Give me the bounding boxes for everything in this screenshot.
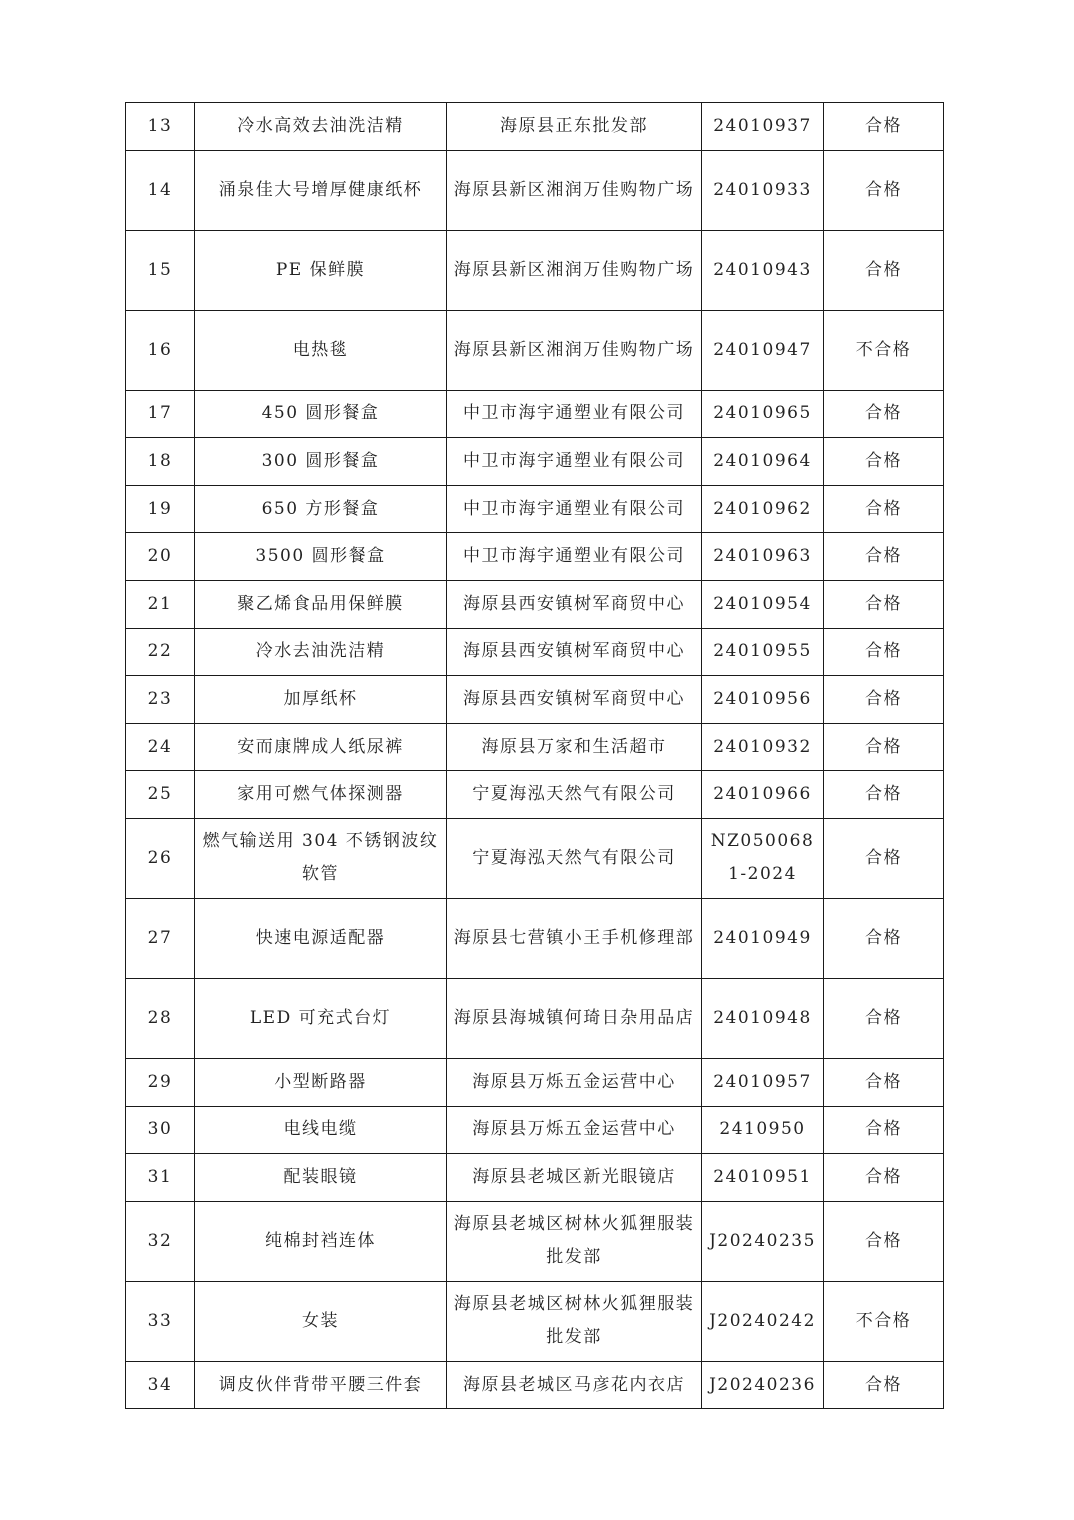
- sampled-unit-cell: 海原县新区湘润万佳购物广场: [447, 230, 702, 310]
- table-row: [126, 390, 944, 438]
- row-number-cell: 19: [126, 485, 195, 533]
- result-cell: 合格: [824, 898, 944, 978]
- row-number-cell: 25: [126, 771, 195, 819]
- sample-code-cell: 24010963: [702, 533, 824, 581]
- product-name-cell: 快速电源适配器: [195, 898, 447, 978]
- row-number-cell: 34: [126, 1361, 195, 1409]
- result-cell: 合格: [824, 580, 944, 628]
- row-number-cell: 33: [126, 1281, 195, 1361]
- product-name-cell: 300 圆形餐盒: [195, 438, 447, 486]
- row-number-cell: 15: [126, 230, 195, 310]
- row-number-cell: 24: [126, 723, 195, 771]
- sampled-unit-cell: 中卫市海宇通塑业有限公司: [447, 533, 702, 581]
- product-name-cell: 电热毯: [195, 310, 447, 390]
- sampled-unit-cell: 海原县万家和生活超市: [447, 723, 702, 771]
- sampled-unit-cell: 海原县万烁五金运营中心: [447, 1058, 702, 1106]
- product-name-cell: 安而康牌成人纸尿裤: [195, 723, 447, 771]
- sampled-unit-cell: 海原县七营镇小王手机修理部: [447, 898, 702, 978]
- sample-code-cell: 24010951: [702, 1154, 824, 1202]
- inspection-results-table: [125, 102, 944, 1409]
- sample-code-cell: 24010937: [702, 103, 824, 151]
- product-name-cell: 纯棉封裆连体: [195, 1201, 447, 1281]
- sampled-unit-cell: 海原县老城区树林火狐狸服装批发部: [447, 1201, 702, 1281]
- sample-code-cell: 24010962: [702, 485, 824, 533]
- sampled-unit-cell: 海原县老城区树林火狐狸服装批发部: [447, 1281, 702, 1361]
- result-cell: 合格: [824, 676, 944, 724]
- table-row: [126, 230, 944, 310]
- sampled-unit-cell: 中卫市海宇通塑业有限公司: [447, 390, 702, 438]
- row-number-cell: 13: [126, 103, 195, 151]
- result-cell: 合格: [824, 533, 944, 581]
- row-number-cell: 23: [126, 676, 195, 724]
- result-cell: 合格: [824, 390, 944, 438]
- sampled-unit-cell: 中卫市海宇通塑业有限公司: [447, 485, 702, 533]
- product-name-cell: 家用可燃气体探测器: [195, 771, 447, 819]
- result-cell: 合格: [824, 485, 944, 533]
- sampled-unit-cell: 中卫市海宇通塑业有限公司: [447, 438, 702, 486]
- sample-code-cell: 2410950: [702, 1106, 824, 1154]
- table-row: [126, 1106, 944, 1154]
- product-name-cell: 450 圆形餐盒: [195, 390, 447, 438]
- row-number-cell: 26: [126, 818, 195, 898]
- table-row: [126, 978, 944, 1058]
- result-cell: 合格: [824, 1106, 944, 1154]
- row-number-cell: 18: [126, 438, 195, 486]
- row-number-cell: 22: [126, 628, 195, 676]
- sampled-unit-cell: 海原县正东批发部: [447, 103, 702, 151]
- product-name-cell: 燃气输送用 304 不锈钢波纹软管: [195, 818, 447, 898]
- table-row: [126, 818, 944, 898]
- row-number-cell: 30: [126, 1106, 195, 1154]
- sample-code-cell: 24010965: [702, 390, 824, 438]
- sampled-unit-cell: 宁夏海泓天然气有限公司: [447, 771, 702, 819]
- product-name-cell: 涌泉佳大号增厚健康纸杯: [195, 150, 447, 230]
- row-number-cell: 27: [126, 898, 195, 978]
- sample-code-cell: 24010966: [702, 771, 824, 819]
- sample-code-cell: 24010947: [702, 310, 824, 390]
- table-row: [126, 723, 944, 771]
- row-number-cell: 16: [126, 310, 195, 390]
- sampled-unit-cell: 海原县新区湘润万佳购物广场: [447, 310, 702, 390]
- row-number-cell: 31: [126, 1154, 195, 1202]
- sample-code-cell: 24010949: [702, 898, 824, 978]
- row-number-cell: 17: [126, 390, 195, 438]
- result-cell: 合格: [824, 818, 944, 898]
- sample-code-cell: 24010954: [702, 580, 824, 628]
- sample-code-cell: J20240242: [702, 1281, 824, 1361]
- row-number-cell: 32: [126, 1201, 195, 1281]
- sample-code-cell: 24010948: [702, 978, 824, 1058]
- table-row: [126, 1361, 944, 1409]
- sampled-unit-cell: 海原县万烁五金运营中心: [447, 1106, 702, 1154]
- product-name-cell: 冷水高效去油洗洁精: [195, 103, 447, 151]
- result-cell: 不合格: [824, 1281, 944, 1361]
- result-cell: 合格: [824, 1361, 944, 1409]
- product-name-cell: 加厚纸杯: [195, 676, 447, 724]
- product-name-cell: 小型断路器: [195, 1058, 447, 1106]
- table-row: [126, 676, 944, 724]
- result-cell: 合格: [824, 103, 944, 151]
- table-row: [126, 310, 944, 390]
- table-row: [126, 438, 944, 486]
- sampled-unit-cell: 海原县老城区新光眼镜店: [447, 1154, 702, 1202]
- sample-code-cell: 24010955: [702, 628, 824, 676]
- sample-code-cell: 24010957: [702, 1058, 824, 1106]
- table-body: [126, 103, 944, 1409]
- product-name-cell: 3500 圆形餐盒: [195, 533, 447, 581]
- result-cell: 不合格: [824, 310, 944, 390]
- table-row: [126, 1281, 944, 1361]
- table-row: [126, 580, 944, 628]
- sampled-unit-cell: 宁夏海泓天然气有限公司: [447, 818, 702, 898]
- product-name-cell: LED 可充式台灯: [195, 978, 447, 1058]
- sample-code-cell: 24010932: [702, 723, 824, 771]
- table-row: [126, 1154, 944, 1202]
- result-cell: 合格: [824, 628, 944, 676]
- sample-code-cell: 24010964: [702, 438, 824, 486]
- sampled-unit-cell: 海原县新区湘润万佳购物广场: [447, 150, 702, 230]
- product-name-cell: 电线电缆: [195, 1106, 447, 1154]
- row-number-cell: 14: [126, 150, 195, 230]
- table-row: [126, 1201, 944, 1281]
- table-row: [126, 898, 944, 978]
- product-name-cell: 女装: [195, 1281, 447, 1361]
- result-cell: 合格: [824, 978, 944, 1058]
- result-cell: 合格: [824, 1154, 944, 1202]
- sample-code-cell: 24010956: [702, 676, 824, 724]
- product-name-cell: 调皮伙伴背带平腰三件套: [195, 1361, 447, 1409]
- result-cell: 合格: [824, 1058, 944, 1106]
- sampled-unit-cell: 海原县西安镇树军商贸中心: [447, 580, 702, 628]
- result-cell: 合格: [824, 771, 944, 819]
- product-name-cell: PE 保鲜膜: [195, 230, 447, 310]
- product-name-cell: 配装眼镜: [195, 1154, 447, 1202]
- sample-code-cell: NZ0500681-2024: [702, 818, 824, 898]
- table-row: [126, 103, 944, 151]
- table-row: [126, 628, 944, 676]
- result-cell: 合格: [824, 438, 944, 486]
- row-number-cell: 21: [126, 580, 195, 628]
- row-number-cell: 29: [126, 1058, 195, 1106]
- result-cell: 合格: [824, 723, 944, 771]
- product-name-cell: 冷水去油洗洁精: [195, 628, 447, 676]
- row-number-cell: 20: [126, 533, 195, 581]
- result-cell: 合格: [824, 150, 944, 230]
- sample-code-cell: 24010933: [702, 150, 824, 230]
- table-row: [126, 485, 944, 533]
- sampled-unit-cell: 海原县海城镇何琦日杂用品店: [447, 978, 702, 1058]
- result-cell: 合格: [824, 1201, 944, 1281]
- table-row: [126, 1058, 944, 1106]
- row-number-cell: 28: [126, 978, 195, 1058]
- product-name-cell: 聚乙烯食品用保鲜膜: [195, 580, 447, 628]
- table-row: [126, 150, 944, 230]
- sampled-unit-cell: 海原县西安镇树军商贸中心: [447, 628, 702, 676]
- sample-code-cell: 24010943: [702, 230, 824, 310]
- result-cell: 合格: [824, 230, 944, 310]
- sample-code-cell: J20240235: [702, 1201, 824, 1281]
- table-row: [126, 533, 944, 581]
- sample-code-cell: J20240236: [702, 1361, 824, 1409]
- product-name-cell: 650 方形餐盒: [195, 485, 447, 533]
- sampled-unit-cell: 海原县老城区马彦花内衣店: [447, 1361, 702, 1409]
- table-row: [126, 771, 944, 819]
- sampled-unit-cell: 海原县西安镇树军商贸中心: [447, 676, 702, 724]
